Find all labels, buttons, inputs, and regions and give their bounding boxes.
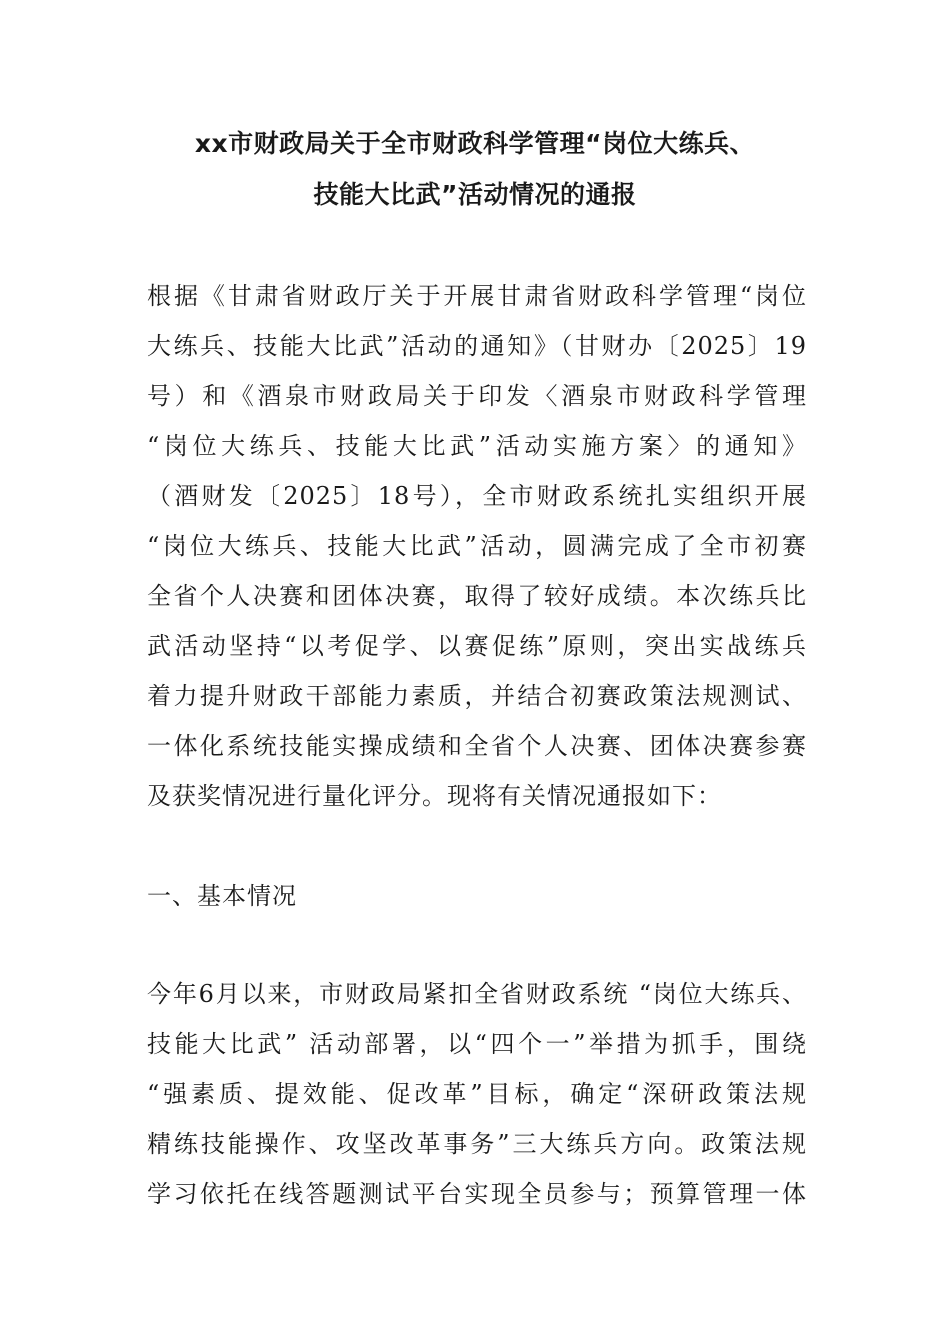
paragraph-line: 武活动坚持“以考促学、以赛促练”原则，突出实战练兵 (147, 632, 807, 660)
paragraph-line: 着力提升财政干部能力素质，并结合初赛政策法规测试、 (147, 682, 807, 710)
paragraph-line: “岗位大练兵、技能大比武”活动，圆满完成了全市初赛 (147, 532, 807, 560)
paragraph-line: 今年6月以来，市财政局紧扣全省财政系统 “岗位大练兵、 (147, 980, 807, 1008)
paragraph-line: 大练兵、技能大比武”活动的通知》（甘财办〔2025〕19 (147, 332, 807, 360)
paragraph-line: “强素质、提效能、促改革”目标，确定“深研政策法规 (147, 1080, 807, 1108)
document-title-line-2: 技能大比武”活动情况的通报 (313, 180, 637, 209)
paragraph-line: 学习依托在线答题测试平台实现全员参与；预算管理一体 (147, 1180, 807, 1208)
paragraph-line: 号）和《酒泉市财政局关于印发〈酒泉市财政科学管理 (147, 382, 807, 410)
paragraph-line: 技能大比武” 活动部署，以“四个一”举措为抓手，围绕 (147, 1030, 807, 1058)
document-title-line-1: xx市财政局关于全市财政科学管理“岗位大练兵、 (194, 129, 756, 158)
paragraph-line: “岗位大练兵、技能大比武”活动实施方案〉的通知》 (147, 432, 807, 460)
paragraph-line: （酒财发〔2025〕18号），全市财政系统扎实组织开展 (147, 482, 807, 510)
paragraph-line: 精练技能操作、攻坚改革事务”三大练兵方向。政策法规 (147, 1130, 807, 1158)
paragraph-line: 一体化系统技能实操成绩和全省个人决赛、团体决赛参赛 (147, 732, 807, 760)
section-heading: 一、基本情况 (147, 882, 297, 910)
paragraph-line: 根据《甘肃省财政厅关于开展甘肃省财政科学管理“岗位 (147, 282, 807, 310)
paragraph-line: 全省个人决赛和团体决赛，取得了较好成绩。本次练兵比 (147, 582, 807, 610)
paragraph-line: 及获奖情况进行量化评分。现将有关情况通报如下： (147, 782, 722, 810)
